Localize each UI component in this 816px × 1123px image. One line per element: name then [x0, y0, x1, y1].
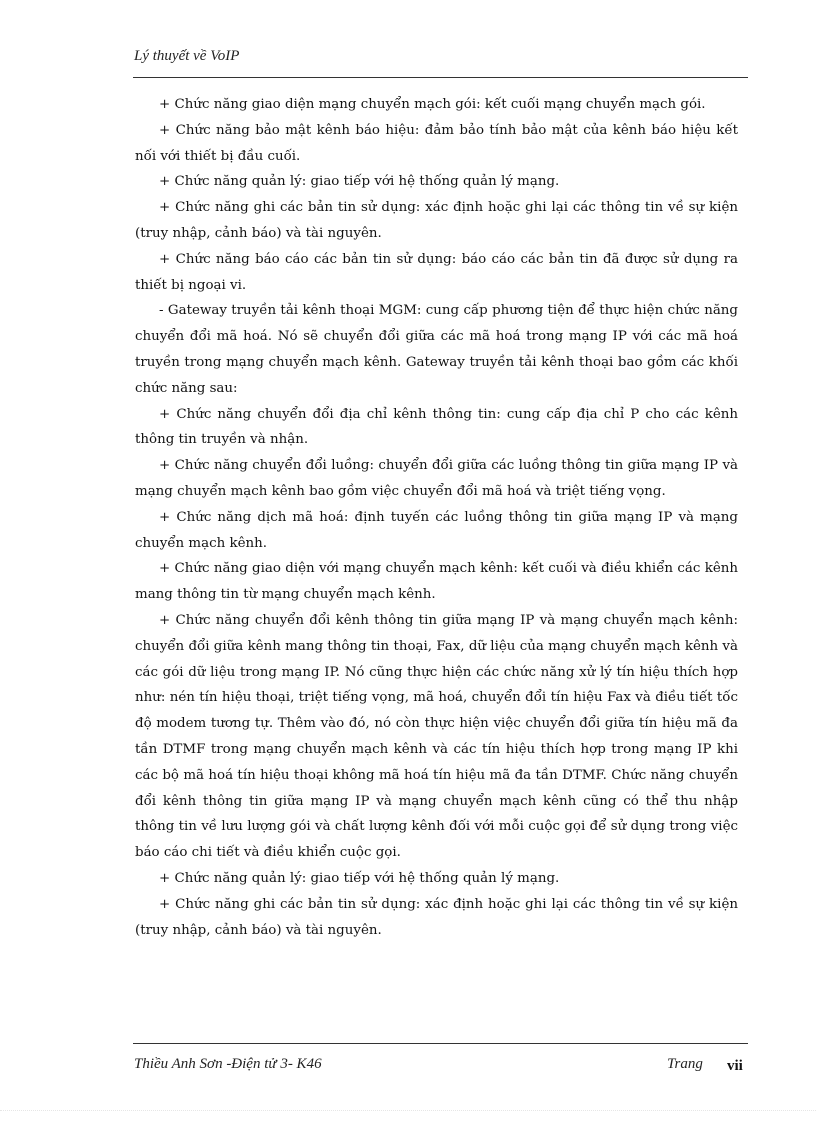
header-divider	[133, 77, 748, 78]
paragraph-6: - Gateway truyền tải kênh thoại MGM: cung cấp phương tiện để thực hiện chức năng chuyển đổi mã hoá. Nó sẽ chuyển đổi giữa các mã hoá trong mạng IP với các mã hoá truyền trong mạng chuyển mạch kênh. Gateway truyền tải kênh thoại bao gồm các khối chức năng sau:	[135, 303, 738, 396]
paragraph-4: + Chức năng ghi các bản tin sử dụng: xác định hoặc ghi lại các thông tin về sự kiện (truy nhập, cảnh báo) và tài nguyên.	[135, 200, 738, 241]
running-header-title: Lý thuyết về VoIP	[134, 48, 240, 64]
footer-author: Thiều Anh Sơn -Điện tử 3- K46	[134, 1056, 322, 1072]
paragraph-10: + Chức năng giao diện với mạng chuyển mạch kênh: kết cuối và điều khiển các kênh mang thông tin từ mạng chuyển mạch kênh.	[135, 561, 738, 603]
paragraph-11: + Chức năng chuyển đổi kênh thông tin giữa mạng IP và mạng chuyển mạch kênh: chuyển đổi giữa kênh mang thông tin thoại, Fax, dữ liệu của mạng chuyển mạch kênh và các gói dữ liệu trong mạng IP. Nó cũng thực hiện các chức năng xử lý tín hiệu thích hợp như: nén tín hiệu thoại, triệt tiếng vọng, mã hoá, chuyển đổi tín hiệu Fax và điều tiết tốc độ modem tương tự. Thêm vào đó, nó còn thực hiện việc chuyển đổi giữa tín hiệu mã đa tần DTMF trong mạng chuyển mạch kênh và các tín hiệu thích hợp trong mạng IP khi các bộ mã hoá tín hiệu thoại không mã hoá tín hiệu mã đa tần DTMF. Chức năng chuyển đổi kênh thông tin giữa mạng IP và mạng chuyển mạch kênh cũng có thể thu nhập thông tin về lưu lượng gói và chất lượng kênh đối với mỗi cuộc gọi để sử dụng trong việc báo cáo chi tiết và điều khiển cuộc gọi.	[135, 612, 738, 861]
paragraph-5: + Chức năng báo cáo các bản tin sử dụng: báo cáo các bản tin đã được sử dụng ra thiết bị ngoại vi.	[135, 251, 738, 293]
paragraph-13: + Chức năng ghi các bản tin sử dụng: xác định hoặc ghi lại các thông tin về sự kiện (truy nhập, cảnh báo) và tài nguyên.	[135, 896, 738, 938]
paragraph-1: + Chức năng giao diện mạng chuyển mạch gói: kết cuối mạng chuyển mạch gói.	[159, 97, 706, 112]
page-bottom-edge	[0, 1110, 816, 1111]
footer-divider	[133, 1043, 748, 1044]
paragraph-8: + Chức năng chuyển đổi luồng: chuyển đổi giữa các luồng thông tin giữa mạng IP và mạng chuyển mạch kênh bao gồm việc chuyển đổi mã hoá và triệt tiếng vọng.	[135, 458, 738, 499]
paragraph-9: + Chức năng dịch mã hoá: định tuyến các luồng thông tin giữa mạng IP và mạng chuyển mạch kênh.	[135, 509, 738, 551]
paragraph-12: + Chức năng quản lý: giao tiếp với hệ thống quản lý mạng.	[159, 870, 560, 886]
footer-page-number: vii	[727, 1058, 743, 1074]
footer-page-label: Trang	[667, 1056, 703, 1072]
paragraph-2: + Chức năng bảo mật kênh báo hiệu: đảm bảo tính bảo mật của kênh báo hiệu kết nối với thiết bị đầu cuối.	[135, 122, 738, 164]
paragraph-3: + Chức năng quản lý: giao tiếp với hệ thống quản lý mạng.	[159, 174, 560, 190]
page-body	[135, 92, 738, 943]
paragraph-7: + Chức năng chuyển đổi địa chỉ kênh thông tin: cung cấp địa chỉ P cho các kênh thông tin truyền và nhận.	[135, 406, 738, 448]
